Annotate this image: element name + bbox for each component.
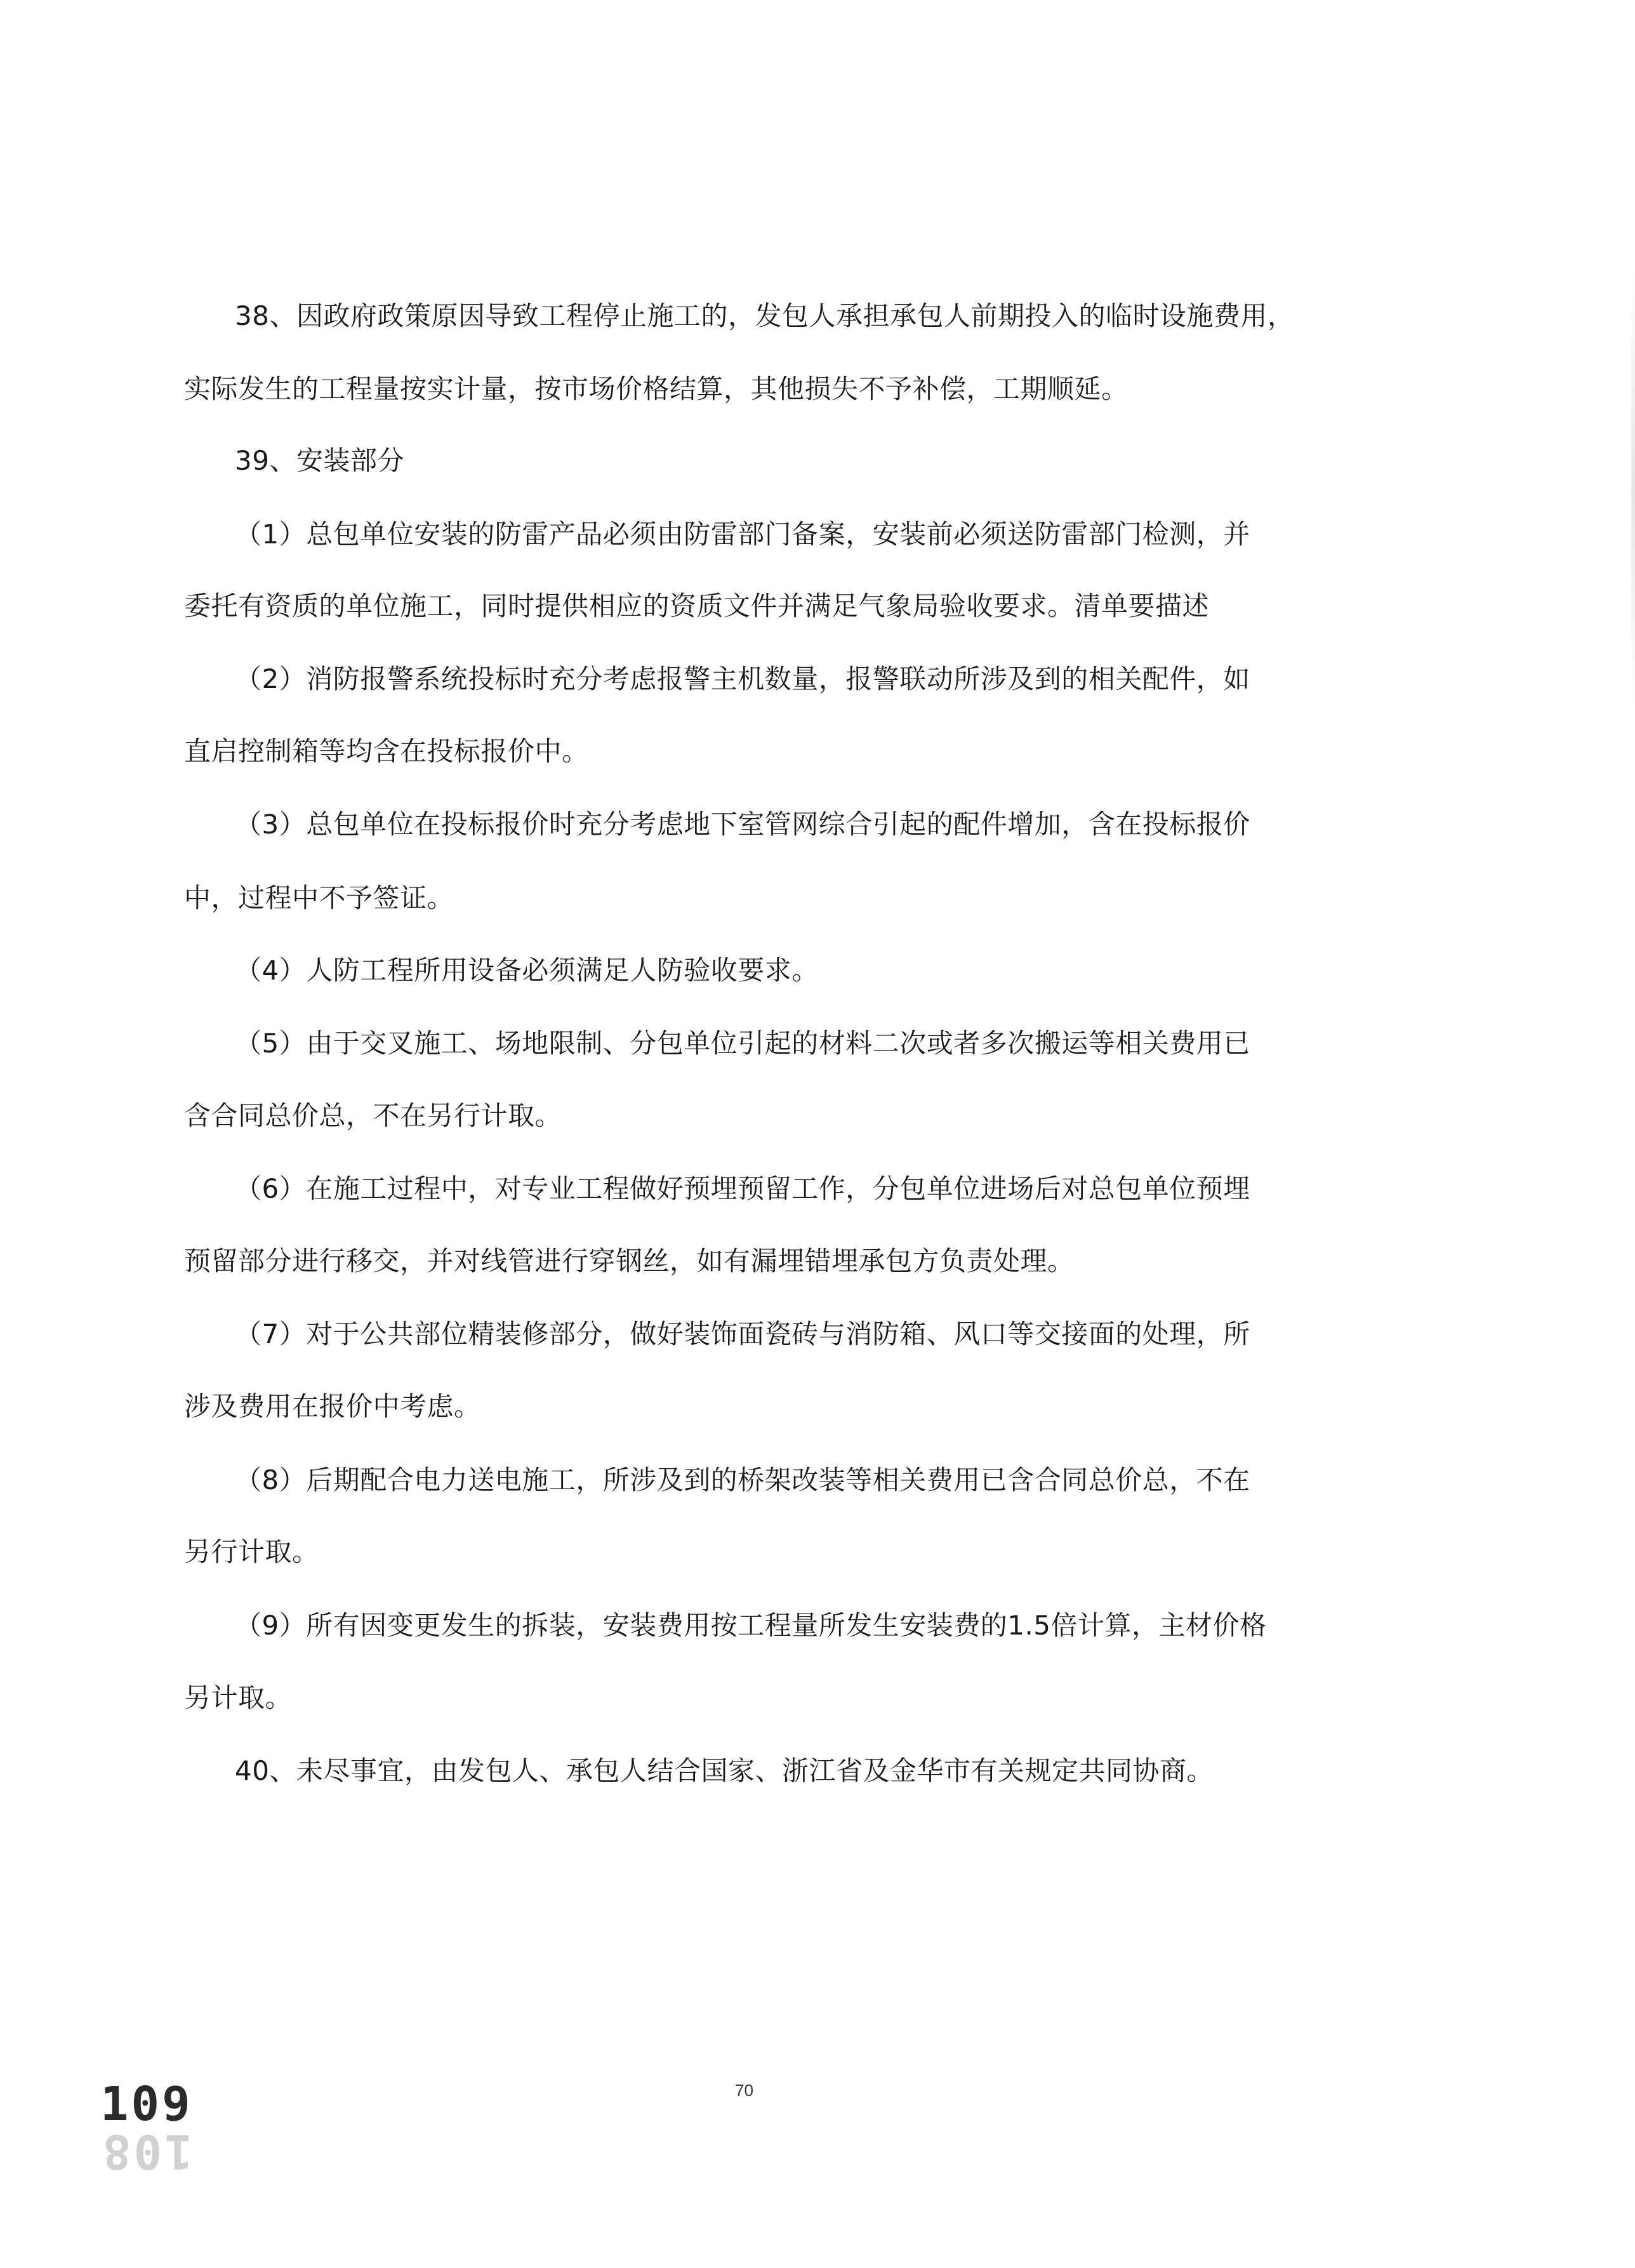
archive-page-stamp-bleedthrough: 108 [100,2124,193,2178]
document-line: （6）在施工过程中，对专业工程做好预埋预留工作，分包单位进场后对总包单位预埋 [235,1173,1250,1204]
document-line: 40、未尽事宜，由发包人、承包人结合国家、浙江省及金华市有关规定共同协商。 [235,1755,1214,1786]
document-line: 委托有资质的单位施工，同时提供相应的资质文件并满足气象局验收要求。清单要描述 [184,590,1210,621]
document-line: 38、因政府政策原因导致工程停止施工的，发包人承担承包人前期投入的临时设施费用， [235,300,1295,331]
document-line: 中，过程中不予签证。 [184,882,454,913]
document-line: 直启控制箱等均含在投标报价中。 [184,736,589,767]
document-line: 39、安装部分 [235,445,404,476]
document-line: 另行计取。 [184,1536,319,1567]
document-line: （3）总包单位在投标报价时充分考虑地下室管网综合引起的配件增加，含在投标报价 [235,809,1250,840]
document-line: （5）由于交叉施工、场地限制、分包单位引起的材料二次或者多次搬运等相关费用已 [235,1028,1250,1059]
archive-page-stamp: 109 [100,2077,193,2132]
document-line: 预留部分进行移交，并对线管进行穿钢丝，如有漏埋错埋承包方负责处理。 [184,1245,1075,1277]
document-line: 另计取。 [184,1682,293,1713]
document-line: 含合同总价总，不在另行计取。 [184,1100,562,1131]
document-line: （7）对于公共部位精装修部分，做好装饰面瓷砖与消防箱、风口等交接面的处理，所 [235,1318,1250,1350]
page-edge-shadow [1631,267,1635,711]
document-line: （1）总包单位安装的防雷产品必须由防雷部门备案，安装前必须送防雷部门检测，并 [235,519,1250,550]
document-line: （2）消防报警系统投标时充分考虑报警主机数量，报警联动所涉及到的相关配件，如 [235,663,1250,694]
document-line: 涉及费用在报价中考虑。 [184,1391,481,1422]
document-line: （9）所有因变更发生的拆装，安装费用按工程量所发生安装费的1.5倍计算，主材价格 [235,1610,1267,1641]
document-line: （8）后期配合电力送电施工，所涉及到的桥架改装等相关费用已含合同总价总，不在 [235,1464,1250,1495]
document-line: （4）人防工程所用设备必须满足人防验收要求。 [235,955,819,986]
document-line: 实际发生的工程量按实计量，按市场价格结算，其他损失不予补偿，工期顺延。 [184,373,1129,404]
page-number: 70 [735,2081,753,2100]
